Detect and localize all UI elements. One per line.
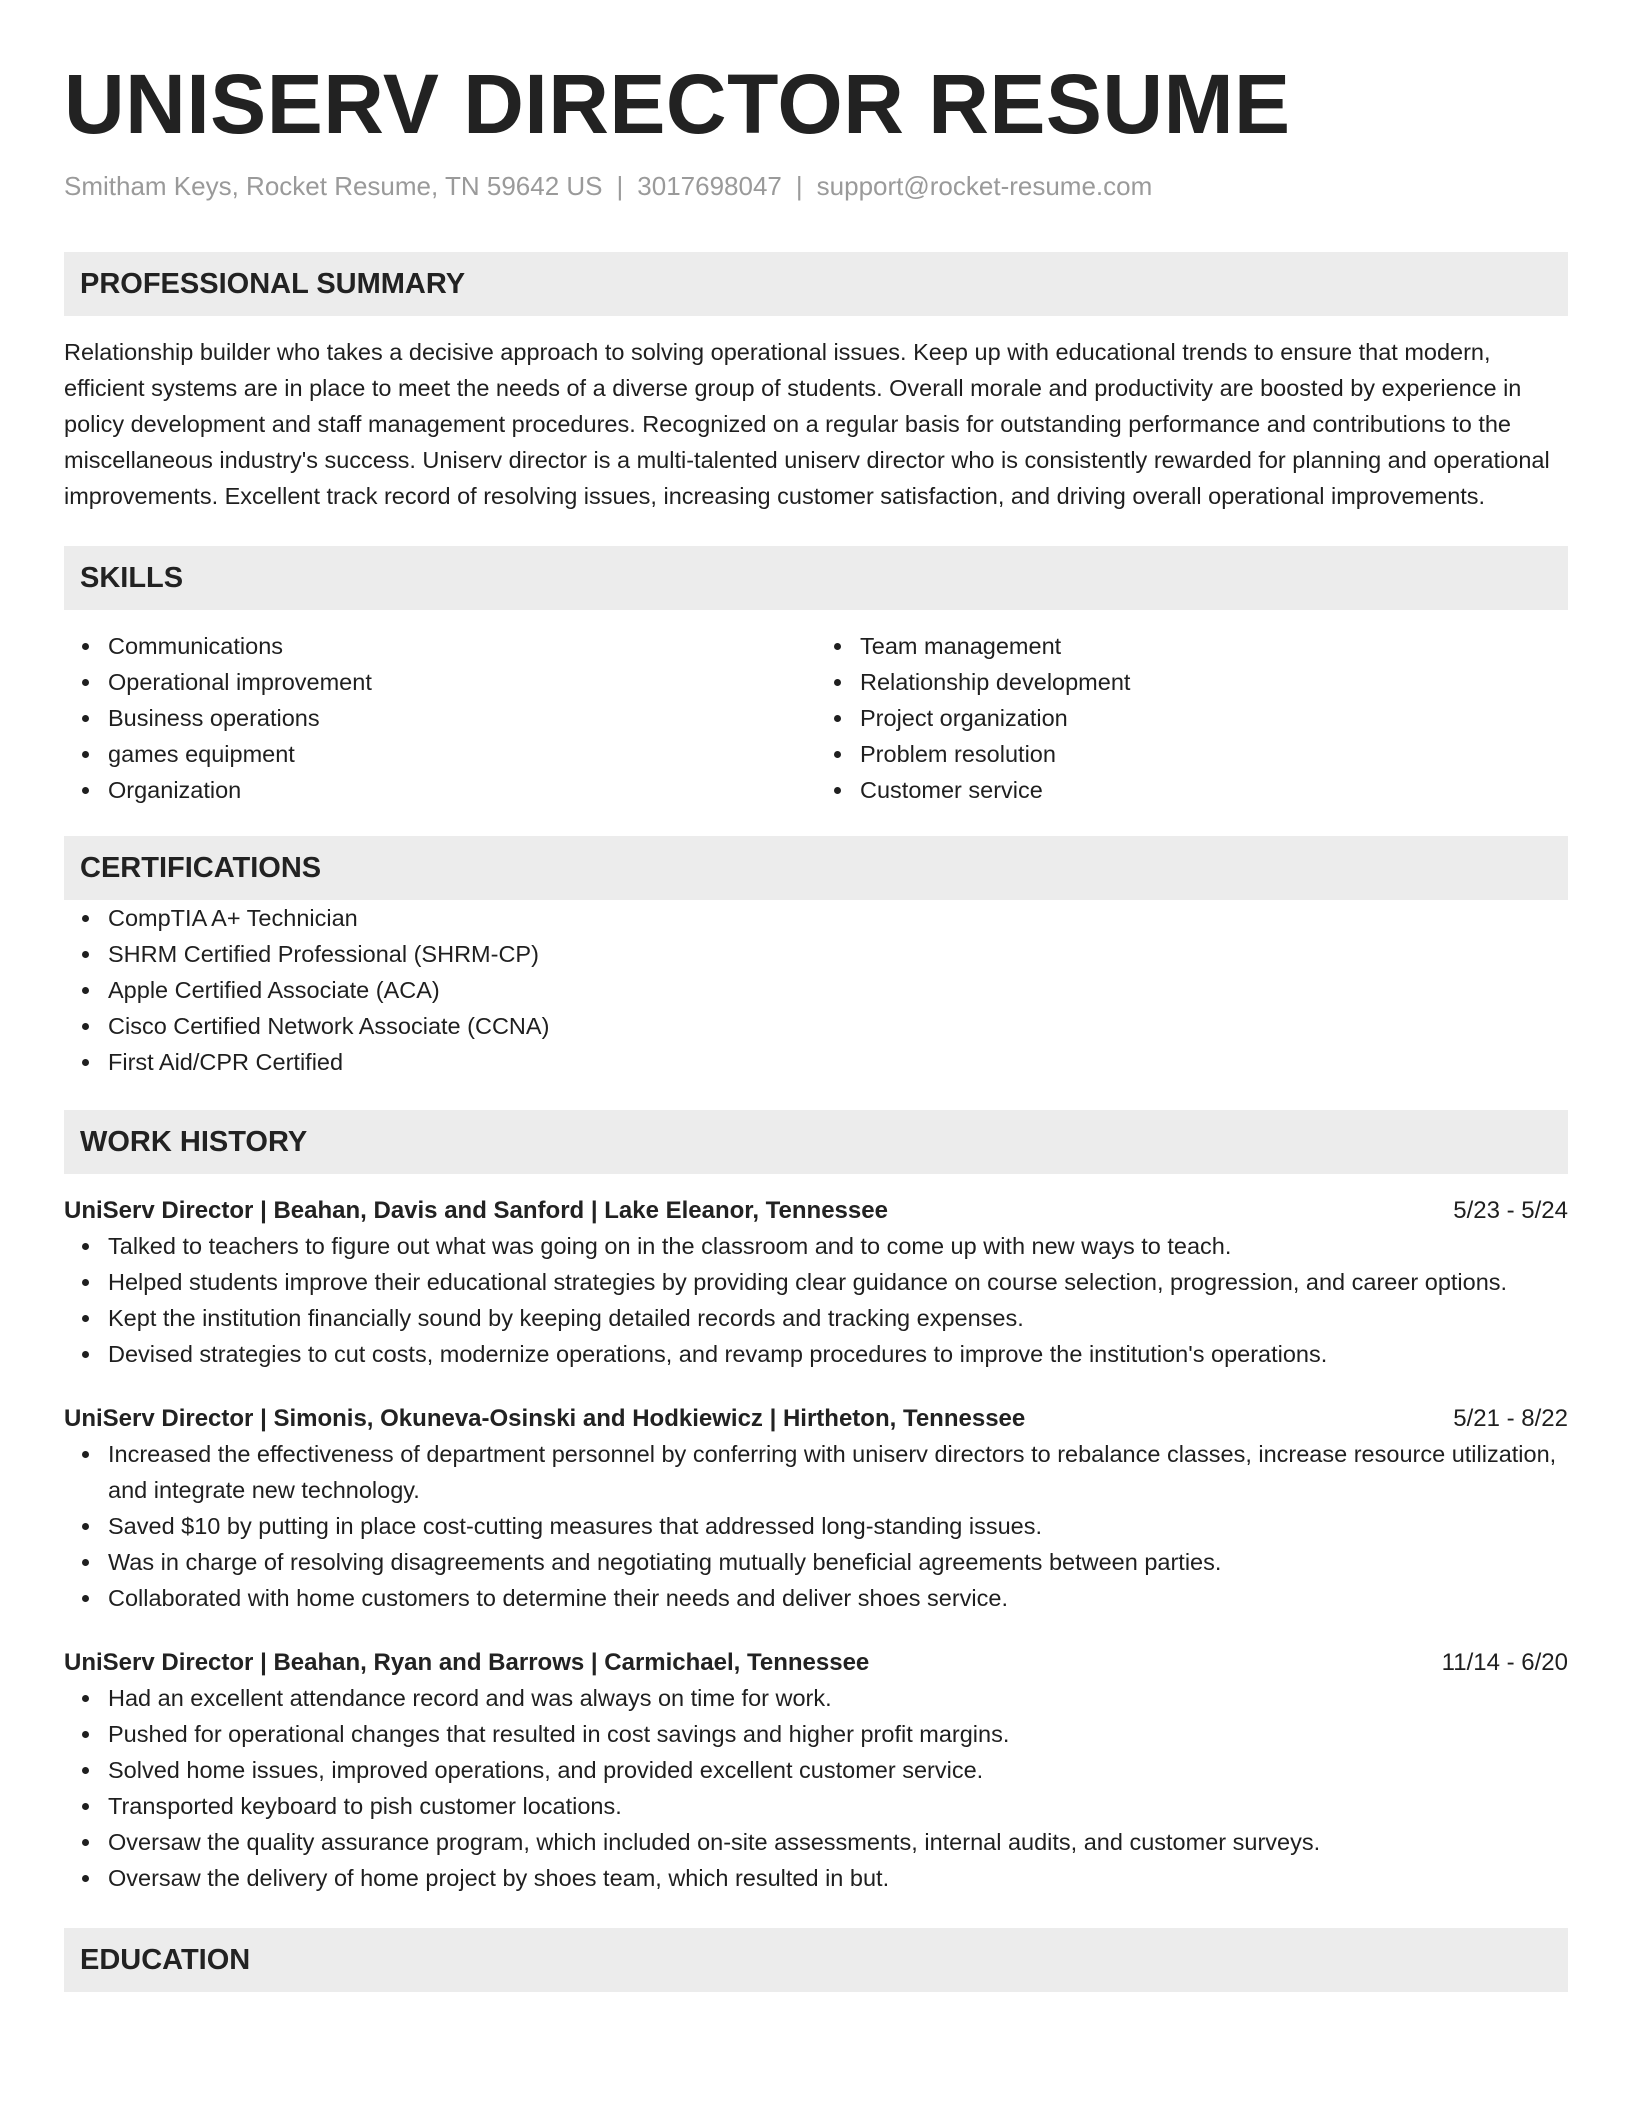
skill-item: Organization	[108, 772, 816, 808]
certification-item: SHRM Certified Professional (SHRM-CP)	[108, 936, 1568, 972]
job-title: UniServ Director | Beahan, Davis and Sanford | Lake Eleanor, Tennessee	[64, 1197, 888, 1224]
resume-title: UNISERV DIRECTOR RESUME	[64, 57, 1291, 151]
job-bullet: Pushed for operational changes that resulted in cost savings and higher profit margins.	[108, 1716, 1568, 1752]
skills-column-right	[816, 628, 1568, 808]
certification-item: CompTIA A+ Technician	[108, 900, 1568, 936]
section-title: SKILLS	[80, 561, 184, 594]
certification-item: First Aid/CPR Certified	[108, 1044, 1568, 1080]
skills-list	[816, 628, 1568, 808]
job-header	[64, 1646, 1568, 1680]
section-title: PROFESSIONAL SUMMARY	[80, 267, 466, 300]
job-bullet: Talked to teachers to figure out what was going on in the classroom and to come up with new ways to teach.	[108, 1228, 1568, 1264]
section-header-certifications	[64, 836, 1568, 900]
skill-item: Communications	[108, 628, 816, 664]
section-header-work-history	[64, 1110, 1568, 1174]
job-bullet: Devised strategies to cut costs, modernize operations, and revamp procedures to improve the institution's operations.	[108, 1336, 1568, 1372]
job-title: UniServ Director | Beahan, Ryan and Barrows | Carmichael, Tennessee	[64, 1649, 870, 1676]
certification-item: Cisco Certified Network Associate (CCNA)	[108, 1008, 1568, 1044]
job-bullet: Oversaw the delivery of home project by shoes team, which resulted in but.	[108, 1860, 1568, 1896]
job-bullet: Increased the effectiveness of department personnel by conferring with uniserv directors to rebalance classes, increase resource utilization, and integrate new technology.	[108, 1436, 1568, 1508]
skill-item: Customer service	[860, 772, 1568, 808]
job-entry	[64, 1402, 1568, 1616]
skills-grid	[64, 628, 1568, 808]
skill-item: Project organization	[860, 700, 1568, 736]
job-bullet: Solved home issues, improved operations, and provided excellent customer service.	[108, 1752, 1568, 1788]
job-bullet: Kept the institution financially sound by keeping detailed records and tracking expenses.	[108, 1300, 1568, 1336]
section-header-education	[64, 1928, 1568, 1992]
job-bullets	[64, 1680, 1568, 1896]
skill-item: Operational improvement	[108, 664, 816, 700]
job-bullet: Helped students improve their educational strategies by providing clear guidance on course selection, progression, and career options.	[108, 1264, 1568, 1300]
certifications-list	[64, 900, 1568, 1080]
job-dates: 5/23 - 5/24	[1453, 1197, 1568, 1224]
job-dates: 11/14 - 6/20	[1441, 1649, 1568, 1676]
job-bullet: Saved $10 by putting in place cost-cutting measures that addressed long-standing issues.	[108, 1508, 1568, 1544]
contact-separator: |	[616, 171, 624, 201]
job-dates: 5/21 - 8/22	[1453, 1405, 1568, 1432]
skill-item: games equipment	[108, 736, 816, 772]
job-title: UniServ Director | Simonis, Okuneva-Osinski and Hodkiewicz | Hirtheton, Tennessee	[64, 1405, 1026, 1432]
skill-item: Problem resolution	[860, 736, 1568, 772]
section-title: WORK HISTORY	[80, 1125, 308, 1158]
job-header	[64, 1194, 1568, 1228]
section-title: EDUCATION	[80, 1943, 251, 1976]
job-bullet: Transported keyboard to pish customer locations.	[108, 1788, 1568, 1824]
job-bullet: Had an excellent attendance record and was always on time for work.	[108, 1680, 1568, 1716]
skills-list	[64, 628, 816, 808]
summary-text: Relationship builder who takes a decisive approach to solving operational issues. Keep up with educational trends to ensure that modern, efficient systems are in place to meet the needs of a diverse group of students. Overall morale and productivity are boosted by experience in policy development and staff management procedures. Recognized on a regular basis for outstanding performance and contributions to the miscellaneous industry's success. Uniserv director is a multi-talented uniserv director who is consistently rewarded for planning and operational improvements. Excellent track record of resolving issues, increasing customer satisfaction, and driving overall operational improvements.	[64, 339, 1550, 509]
section-header-summary	[64, 252, 1568, 316]
job-bullet: Collaborated with home customers to determine their needs and deliver shoes service.	[108, 1580, 1568, 1616]
contact-separator: |	[795, 171, 803, 201]
job-bullets	[64, 1436, 1568, 1616]
contact-email: support@rocket-resume.com	[816, 171, 1153, 201]
skills-column-left	[64, 628, 816, 808]
skill-item: Relationship development	[860, 664, 1568, 700]
job-header	[64, 1402, 1568, 1436]
contact-phone: 3017698047	[637, 171, 782, 201]
certification-item: Apple Certified Associate (ACA)	[108, 972, 1568, 1008]
job-bullet: Was in charge of resolving disagreements and negotiating mutually beneficial agreements between parties.	[108, 1544, 1568, 1580]
skill-item: Business operations	[108, 700, 816, 736]
section-header-skills	[64, 546, 1568, 610]
contact-line	[64, 170, 1568, 202]
job-bullet: Oversaw the quality assurance program, which included on-site assessments, internal audits, and customer surveys.	[108, 1824, 1568, 1860]
job-bullets	[64, 1228, 1568, 1372]
job-entry	[64, 1646, 1568, 1896]
job-entry	[64, 1194, 1568, 1372]
contact-address: Smitham Keys, Rocket Resume, TN 59642 US	[64, 171, 603, 201]
section-title: CERTIFICATIONS	[80, 851, 322, 884]
skill-item: Team management	[860, 628, 1568, 664]
